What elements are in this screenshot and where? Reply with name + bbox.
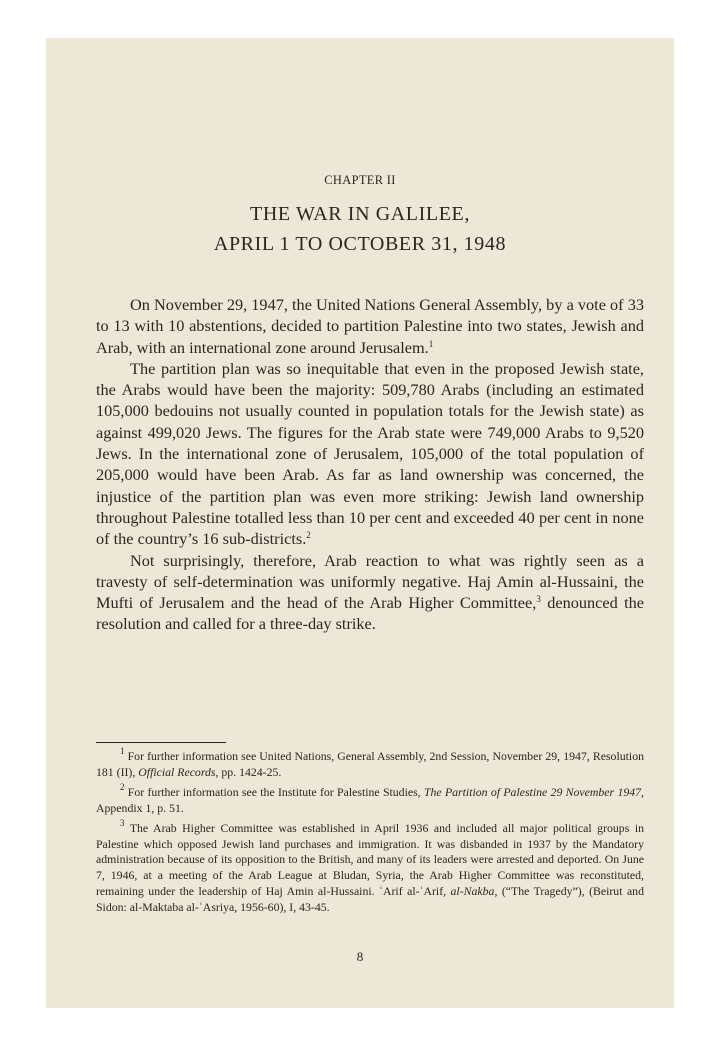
body-text	[96, 294, 644, 635]
footnote-italic: Official Records	[138, 764, 216, 779]
footnotes	[96, 746, 644, 920]
footnote-ref: 3	[536, 594, 541, 605]
footnote-text-after: , Appendix 1, p. 51.	[96, 784, 644, 815]
footnote-text-after: , pp. 1424-25.	[215, 764, 282, 779]
paragraph	[96, 358, 644, 550]
paragraph-text: On November 29, 1947, the United Nations General Assembly, by a vote of 33 to 13 with 10 abstentions, decided to partition Palestine into two states, Jewish and Arab, with an international zone around Jerusalem.	[96, 295, 644, 357]
footnote-text-after: , (“The Tragedy”), (Beirut and Sidon: al-Maktaba al-ʿAsriya, 1956-60), I, 43-45.	[96, 884, 644, 915]
chapter-title-line-2: APRIL 1 TO OCTOBER 31, 1948	[213, 233, 507, 255]
page-number: 8	[356, 949, 364, 964]
chapter-title-line-1: THE WAR IN GALILEE,	[250, 203, 470, 225]
footnote-text: The Arab Higher Committee was established in April 1936 and included all major political groups in Palestine which opposed Jewish land purchases and immigration. It was disbanded in 1937 by the Mandatory administration because of its opposition to the British, and many of its leaders were arrested and deported. On June 7, 1946, at a meeting of the Arab League at Bludan, Syria, the Arab Higher Committee was reconstituted, remaining under the leadership of Haj Amin al-Hussaini. ʿArif al-ʿArif,	[96, 820, 644, 899]
footnote-text: For further information see United Nations, General Assembly, 2nd Session, November 29, 1947, Resolution 181 (II),	[96, 749, 644, 779]
book-page	[46, 38, 674, 1008]
footnote-number: 3	[120, 817, 125, 828]
footnote-italic: The Partition of Palestine 29 November 1947	[423, 784, 642, 799]
footnote	[96, 781, 644, 817]
footnote-divider	[96, 742, 226, 743]
footnote-ref: 1	[428, 338, 434, 349]
footnote-number: 1	[120, 746, 125, 756]
footnote-italic: al-Nakba	[450, 884, 495, 899]
paragraph	[96, 550, 644, 635]
footnote-number: 2	[120, 781, 125, 792]
footnote	[96, 746, 644, 781]
paragraph	[96, 294, 644, 358]
paragraph-text: The partition plan was so inequitable that even in the proposed Jewish state, the Arabs would have been the majority: 509,780 Arabs (including an estimated 105,000 bedouins not usually counted in population totals for the Jewish state) as against 499,020 Jews. The figures for the Arab state were 749,000 Arabs to 9,520 Jews. In the international zone of Jerusalem, 105,000 of the total population of 205,000 would have been Arab. As far as land ownership was concerned, the injustice of the partition plan was even more striking: Jewish land ownership throughout Palestine totalled less than 10 per cent and exceeded 40 per cent in none of the country’s 16 sub-districts.	[96, 358, 644, 549]
paragraph-text: Not surprisingly, therefore, Arab reaction to what was rightly seen as a travesty of self-determination was uniformly negative. Haj Amin al-Hussaini, the Mufti of Jerusalem and the head of the Arab Higher Committee,	[96, 550, 644, 613]
chapter-label: CHAPTER II	[324, 173, 396, 187]
footnote	[96, 817, 644, 916]
paragraph-text-after: denounced the resolution and called for a three-day strike.	[96, 593, 644, 634]
footnote-text: For further information see the Institute for Palestine Studies,	[124, 784, 424, 799]
footnote-ref: 2	[306, 530, 311, 541]
